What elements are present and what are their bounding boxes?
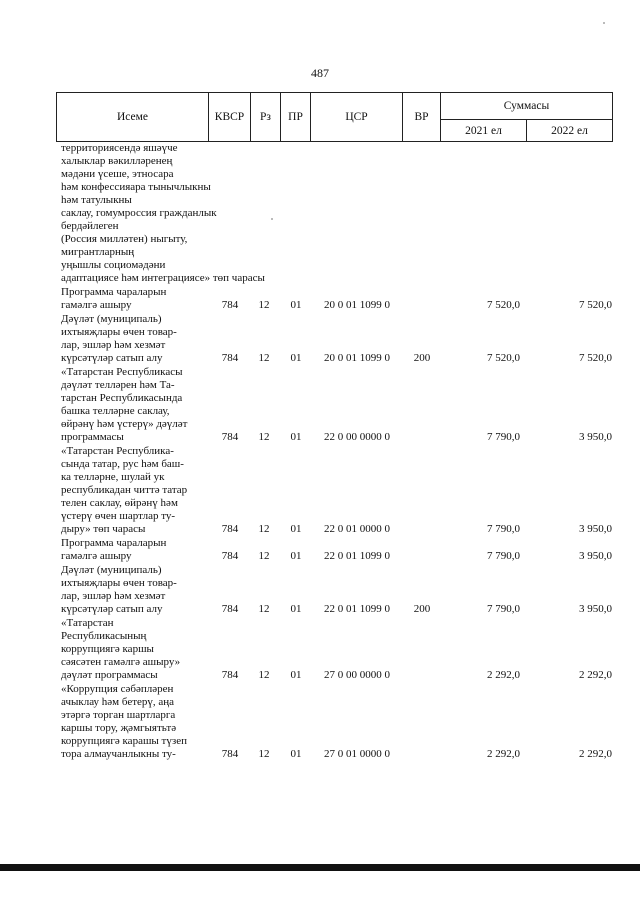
csr-cell: 22 0 01 1099 0	[324, 550, 390, 562]
table-row	[0, 142, 640, 285]
row-name-line: «Татарстан Республикасы	[61, 366, 183, 378]
sum-2021-cell: 2 292,0	[487, 748, 520, 760]
table-row	[0, 313, 640, 365]
row-name	[61, 564, 205, 616]
row-name-line: ачыклау һәм бетерү, аңа	[61, 696, 175, 708]
row-name-line: программасы	[61, 431, 124, 443]
row-name-line: күрсәтүләр сатып алу	[61, 603, 163, 615]
row-name-line: һәм татулыкны	[61, 194, 132, 206]
kvsr-cell: 784	[221, 352, 239, 364]
header-vr: ВР	[403, 93, 441, 142]
header-name: Исеме	[57, 93, 209, 142]
csr-cell: 22 0 01 0000 0	[324, 523, 390, 535]
header-year-2021: 2021 ел	[441, 120, 527, 142]
row-name	[61, 286, 205, 312]
table-row	[0, 445, 640, 536]
row-name-line: Программа чараларын	[61, 286, 167, 298]
row-name-line: ихтыяҗлары өчен товар-	[61, 326, 177, 338]
pr-cell: 01	[290, 523, 302, 535]
header-year-2022: 2022 ел	[527, 120, 613, 142]
csr-cell: 22 0 00 0000 0	[324, 431, 390, 443]
row-name-line: сәясәтен гамәлгә ашыру»	[61, 656, 181, 668]
row-name	[61, 142, 265, 285]
sum-2022-cell: 7 520,0	[579, 352, 612, 364]
row-name-line: дәүләт телләрен һәм Та-	[61, 379, 175, 391]
pr-cell: 01	[290, 431, 302, 443]
row-name-line: коррупциягә каршы	[61, 643, 154, 655]
row-name-line: тора алмаучанлыкны ту-	[61, 748, 176, 760]
row-name-line: башка телләрне саклау,	[61, 405, 170, 417]
csr-cell: 22 0 01 1099 0	[324, 603, 390, 615]
table-row	[0, 564, 640, 616]
row-name-line: каршы тору, җәмгыятьтә	[61, 722, 177, 734]
row-name-line: этәргә торган шартларга	[61, 709, 176, 721]
csr-cell: 20 0 01 1099 0	[324, 299, 390, 311]
row-name-line: телен саклау, өйрәнү һәм	[61, 497, 178, 509]
row-name	[61, 617, 205, 682]
row-name-line: саклау, гомумроссия гражданлык	[61, 207, 217, 219]
sum-2021-cell: 7 790,0	[487, 550, 520, 562]
sum-2022-cell: 7 520,0	[579, 299, 612, 311]
kvsr-cell: 784	[221, 669, 239, 681]
row-name-line: республикадан читтә татар	[61, 484, 188, 496]
row-name-line: күрсәтүләр сатып алу	[61, 352, 163, 364]
table-row	[0, 366, 640, 444]
row-name-line: тарстан Республикасында	[61, 392, 183, 404]
table-row	[0, 683, 640, 761]
rz-cell: 12	[258, 603, 270, 615]
row-name	[61, 445, 205, 536]
row-name-line: коррупциягә карашы түзеп	[61, 735, 187, 747]
header-kvsr: КВСР	[209, 93, 251, 142]
row-name-line: (Россия милләтен) ныгыту,	[61, 233, 188, 245]
sum-2022-cell: 3 950,0	[579, 603, 612, 615]
header-rz: Рз	[251, 93, 281, 142]
row-name-line: Программа чараларын	[61, 537, 167, 549]
scan-speck	[271, 218, 273, 220]
row-name	[61, 537, 205, 563]
kvsr-cell: 784	[221, 603, 239, 615]
scan-speck	[603, 22, 605, 24]
row-name-line: лар, эшләр һәм хезмәт	[61, 339, 166, 351]
pr-cell: 01	[290, 550, 302, 562]
rz-cell: 12	[258, 352, 270, 364]
table-row	[0, 286, 640, 312]
row-name-line: дыру» төп чарасы	[61, 523, 146, 535]
sum-2021-cell: 7 790,0	[487, 603, 520, 615]
pr-cell: 01	[290, 603, 302, 615]
row-name-line: гамәлгә ашыру	[61, 550, 132, 562]
kvsr-cell: 784	[221, 299, 239, 311]
csr-cell: 27 0 01 0000 0	[324, 748, 390, 760]
row-name-line: гамәлгә ашыру	[61, 299, 132, 311]
row-name-line: «Татарстан	[61, 617, 114, 629]
pr-cell: 01	[290, 352, 302, 364]
vr-cell: 200	[413, 603, 431, 615]
kvsr-cell: 784	[221, 431, 239, 443]
sum-2021-cell: 7 790,0	[487, 523, 520, 535]
sum-2021-cell: 7 520,0	[487, 352, 520, 364]
row-name	[61, 683, 205, 761]
header-csr: ЦСР	[311, 93, 403, 142]
csr-cell: 20 0 01 1099 0	[324, 352, 390, 364]
kvsr-cell: 784	[221, 550, 239, 562]
sum-2022-cell: 3 950,0	[579, 431, 612, 443]
row-name-line: дәүләт программасы	[61, 669, 158, 681]
row-name-line: халыклар вәкилләренең	[61, 155, 173, 167]
pr-cell: 01	[290, 299, 302, 311]
rz-cell: 12	[258, 431, 270, 443]
row-name-line: Дәүләт (муниципаль)	[61, 313, 162, 325]
sum-2021-cell: 7 520,0	[487, 299, 520, 311]
sum-2022-cell: 3 950,0	[579, 523, 612, 535]
csr-cell: 27 0 00 0000 0	[324, 669, 390, 681]
page-number: 487	[311, 66, 329, 80]
rz-cell: 12	[258, 748, 270, 760]
row-name-line: мәдәни үсеше, этносара	[61, 168, 174, 180]
vr-cell: 200	[413, 352, 431, 364]
row-name-line: ка телләрне, шулай ук	[61, 471, 165, 483]
row-name-line: уңышлы социомәдәни	[61, 259, 166, 271]
row-name-line: һәм конфессияара тынычлыкны	[61, 181, 211, 193]
row-name-line: территориясендә яшәүче	[61, 142, 178, 154]
sum-2022-cell: 2 292,0	[579, 669, 612, 681]
sum-2021-cell: 7 790,0	[487, 431, 520, 443]
row-name-line: адаптациясе һәм интеграциясе» төп чарасы	[61, 272, 265, 284]
table-row	[0, 617, 640, 682]
row-name-line: бердәйлеген	[61, 220, 119, 232]
row-name-line: мигрантларның	[61, 246, 135, 258]
sum-2022-cell: 2 292,0	[579, 748, 612, 760]
kvsr-cell: 784	[221, 748, 239, 760]
row-name-line: «Коррупция сәбәпләрен	[61, 683, 174, 695]
rz-cell: 12	[258, 550, 270, 562]
table-header	[56, 92, 613, 142]
row-name-line: ихтыяҗлары өчен товар-	[61, 577, 177, 589]
row-name	[61, 366, 205, 444]
row-name-line: үстерү өчен шартлар ту-	[61, 510, 176, 522]
scan-bottom-edge	[0, 864, 640, 871]
row-name-line: «Татарстан Республика-	[61, 445, 174, 457]
header-pr: ПР	[281, 93, 311, 142]
table-row	[0, 537, 640, 563]
row-name-line: өйрәнү һәм үстерү» дәүләт	[61, 418, 188, 430]
row-name-line: сында татар, рус һәм баш-	[61, 458, 184, 470]
sum-2021-cell: 2 292,0	[487, 669, 520, 681]
kvsr-cell: 784	[221, 523, 239, 535]
rz-cell: 12	[258, 299, 270, 311]
header-sums: Суммасы	[441, 93, 613, 120]
sum-2022-cell: 3 950,0	[579, 550, 612, 562]
row-name	[61, 313, 205, 365]
rz-cell: 12	[258, 669, 270, 681]
row-name-line: Республикасының	[61, 630, 147, 642]
row-name-line: лар, эшләр һәм хезмәт	[61, 590, 166, 602]
pr-cell: 01	[290, 669, 302, 681]
row-name-line: Дәүләт (муниципаль)	[61, 564, 162, 576]
pr-cell: 01	[290, 748, 302, 760]
rz-cell: 12	[258, 523, 270, 535]
